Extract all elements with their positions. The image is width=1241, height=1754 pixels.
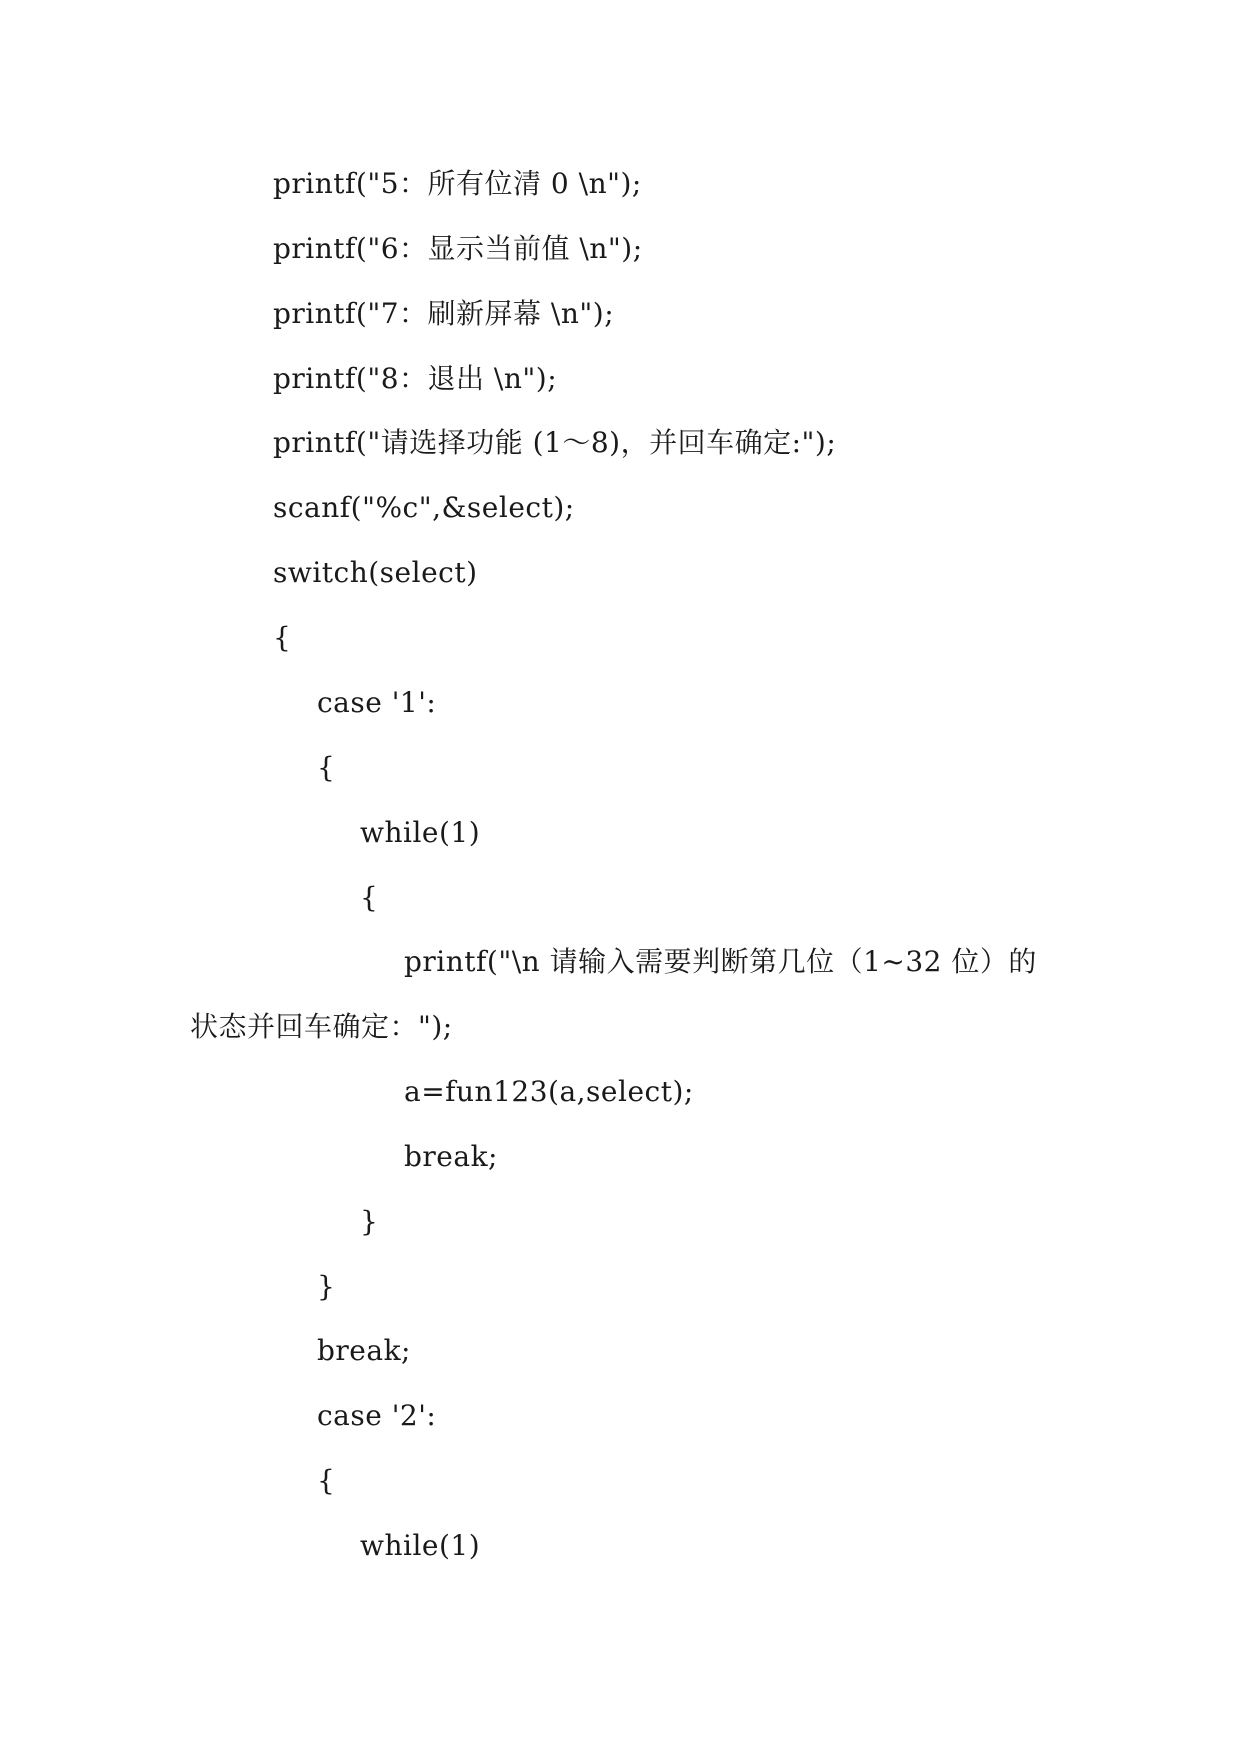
- code-line: break;: [317, 1334, 411, 1367]
- code-line: printf("5：所有位清 0 \n");: [273, 167, 642, 200]
- code-line: break;: [404, 1140, 498, 1173]
- code-line: {: [317, 751, 336, 784]
- code-line: {: [317, 1464, 336, 1497]
- code-line: a=fun123(a,select);: [404, 1075, 694, 1108]
- code-line: case '1':: [317, 686, 437, 719]
- code-line: {: [360, 881, 379, 914]
- code-line: }: [360, 1205, 379, 1238]
- code-line: switch(select): [273, 556, 478, 589]
- code-line: printf("请选择功能 (1～8)，并回车确定:");: [273, 426, 837, 459]
- code-line: printf("8：退出 \n");: [273, 362, 558, 395]
- code-line: while(1): [360, 1529, 481, 1562]
- code-line: 状态并回车确定：");: [190, 1010, 453, 1043]
- code-line: while(1): [360, 816, 481, 849]
- code-line: printf("\n 请输入需要判断第几位（1~32 位）的: [404, 945, 1037, 978]
- code-line: }: [317, 1270, 336, 1303]
- code-line: case '2':: [317, 1399, 437, 1432]
- code-line: scanf("%c",&select);: [273, 491, 575, 524]
- code-line: printf("7：刷新屏幕 \n");: [273, 297, 615, 330]
- code-line: printf("6：显示当前值 \n");: [273, 232, 643, 265]
- code-line: {: [273, 621, 292, 654]
